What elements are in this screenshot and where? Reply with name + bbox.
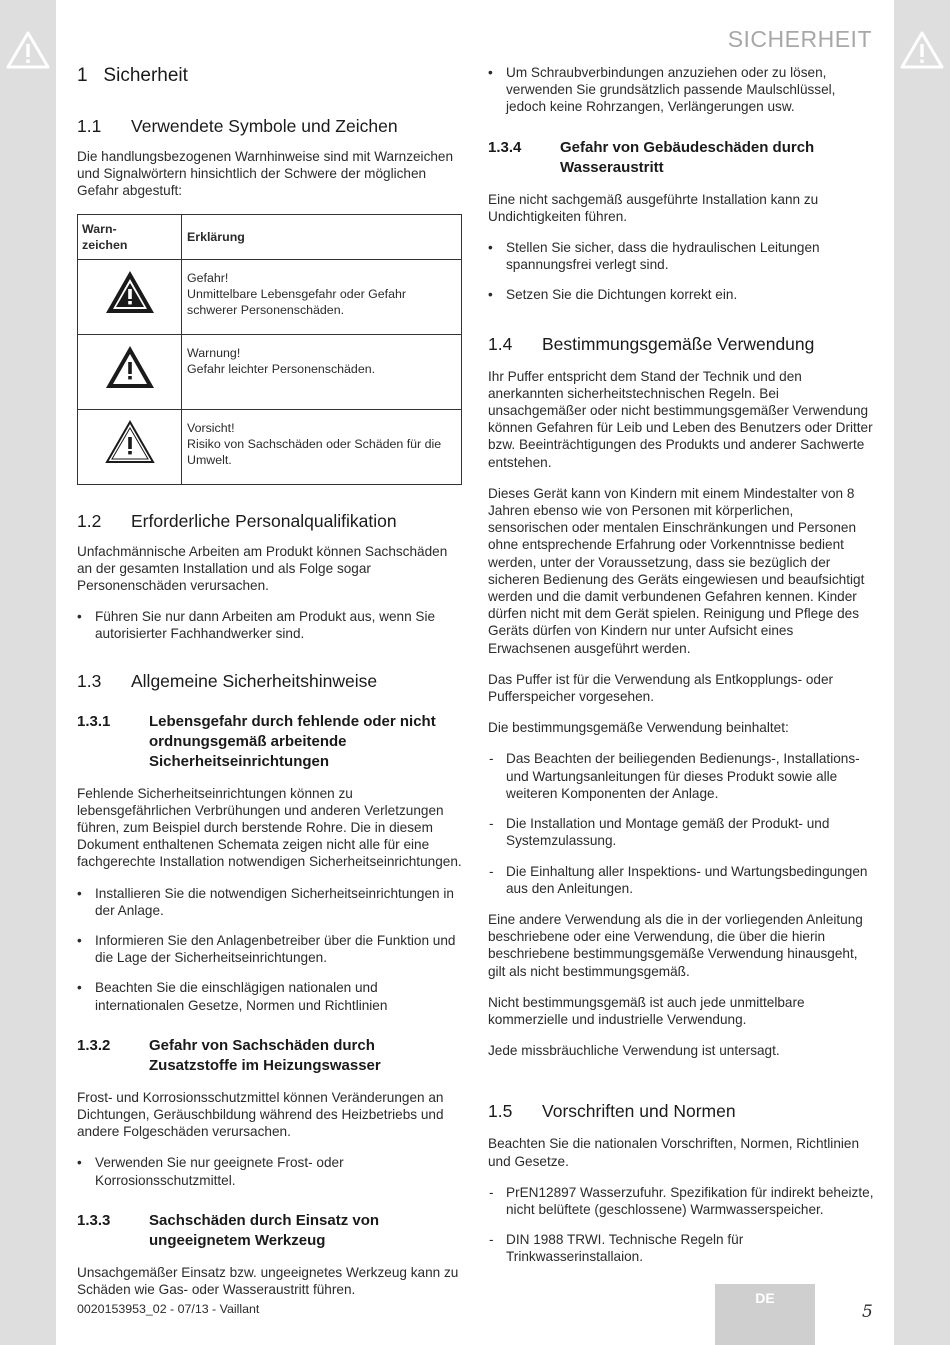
chapter-number: 1: [77, 65, 88, 86]
signal-explanation: Unmittelbare Lebensgefahr oder Gefahr schwerer Personenschäden.: [187, 286, 407, 317]
bullet-list: [77, 885, 463, 1014]
section-heading-1-3: [77, 671, 463, 692]
section-number: 1.4: [488, 333, 513, 354]
list-item: • Beachten Sie die einschlägigen nationalen und internationalen Gesetze, Normen und Richtlinien: [77, 979, 463, 1013]
section-heading-1-1: [77, 116, 463, 137]
subsection-number: 1.3.1: [77, 712, 111, 730]
paragraph: Frost- und Korrosionsschutzmittel können Veränderungen an Dichtungen, Geräuschbildung während des Heizbetriebs und andere Folgeschäden verursachen.: [77, 1089, 444, 1140]
paragraph: Eine andere Verwendung als die in der vorliegenden Anleitung beschriebene oder eine Verwendung, die über die hierin beschriebene bestimmungsgemäße Verwendung hinausgeht, gilt als nicht bestimmungsgemäß.: [488, 911, 863, 979]
subsection-title: Gefahr von Sachschäden durch Zusatzstoffe im Heizungswasser: [149, 1036, 381, 1074]
signal-word: Vorsicht!: [187, 420, 235, 435]
section-title: Verwendete Symbole und Zeichen: [131, 116, 398, 136]
paragraph: Unfachmännische Arbeiten am Produkt können Sachschäden an der gesamten Installation und als Folge sogar Personenschäden verursachen.: [77, 543, 448, 594]
paragraph: Ihr Puffer entspricht dem Stand der Technik und den anerkannten sicherheitstechnischen Regeln. Bei unsachgemäßer oder nicht bestimmungsgemäßer Verwendung können Gefahren für Leib und Leben des Benutzers oder Dritter bzw. Beeinträchtigungen des Produkts und anderer Sachwerte entstehen.: [488, 368, 873, 470]
table-row: [78, 334, 462, 409]
document-code: 0020153953_02 - 07/13 - Vaillant: [77, 1302, 260, 1316]
table-header-cell: Erklärung: [182, 214, 462, 259]
bullet-list: [488, 239, 874, 304]
signal-explanation: Gefahr leichter Personenschäden.: [187, 361, 376, 376]
list-item: - Die Installation und Montage gemäß der Produkt- und Systemzulassung.: [488, 815, 874, 849]
caution-triangle-icon: [104, 419, 156, 465]
table-row: [78, 409, 462, 484]
table-cell: [78, 334, 182, 409]
section-title: Erforderliche Personalqualifikation: [131, 510, 397, 531]
paragraph: Dieses Gerät kann von Kindern mit einem Mindestalter von 8 Jahren ebenso wie von Personen mit körperlichen, sensorischen oder mentalen Einschränkungen und Personen ohne entsprechende Erfahrung oder Vorkenntnisse bedient werden, unter der Voraussetzung, dass sie bezüglich der sicheren Bedienung des Geräts eingewiesen und beaufsichtigt werden und die damit verbundenen Gefahren kennen. Kinder dürfen nicht mit dem Gerät spielen. Reinigung und Pflege des Geräts dürfen von Kindern nur unter Aufsicht eines Erwachsenen ausgeführt werden.: [488, 485, 865, 656]
list-item: - DIN 1988 TRWI. Technische Regeln für Trinkwasserinstallaion.: [488, 1231, 874, 1265]
section-title: Bestimmungsgemäße Verwendung: [542, 333, 815, 354]
subsection-title: Lebensgefahr durch fehlende oder nicht ordnungsgemäß arbeitende Sicherheitseinrichtungen: [149, 712, 436, 770]
right-margin-bar: [894, 0, 950, 1345]
list-item: • Informieren Sie den Anlagenbetreiber über die Funktion und die Lage der Sicherheitseinrichtungen.: [77, 932, 463, 966]
list-item: - Die Einhaltung aller Inspektions- und Wartungsbedingungen aus den Anleitungen.: [488, 863, 874, 897]
left-column: [77, 62, 463, 1312]
subsection-number: 1.3.4: [488, 138, 522, 156]
table-cell: [182, 259, 462, 334]
signal-word: Warnung!: [187, 345, 241, 360]
section-header-title: SICHERHEIT: [727, 26, 872, 52]
list-item: • Installieren Sie die notwendigen Sicherheitseinrichtungen in der Anlage.: [77, 885, 463, 919]
paragraph: Die handlungsbezogenen Warnhinweise sind mit Warnzeichen und Signalwörtern hinsichtlich der Schwere der möglichen Gefahr abgestuft:: [77, 149, 454, 199]
chapter-title: Sicherheit: [103, 65, 188, 86]
table-cell: [78, 259, 182, 334]
section-heading-1-2: [77, 511, 463, 532]
bullet-list: [77, 1154, 463, 1188]
subsection-heading-1-3-4: [488, 138, 874, 178]
chapter-heading: [77, 65, 463, 87]
paragraph: Nicht bestimmungsgemäß ist auch jede unmittelbare kommerzielle und industrielle Verwendung.: [488, 994, 805, 1027]
dash-list: [488, 1184, 874, 1266]
table-cell: [182, 409, 462, 484]
paragraph: Fehlende Sicherheitseinrichtungen können zu lebensgefährlichen Verbrühungen und anderen Verletzungen führen, zum Beispiel durch berstende Rohre. Die in diesem Dokument enthaltenen Schemata zeigen nicht alle für eine fachgerechte Installation notwendigen Sicherheitseinrichtungen.: [77, 785, 462, 870]
section-number: 1.3: [77, 670, 102, 691]
list-item: • Verwenden Sie nur geeignete Frost- oder Korrosionsschutzmittel.: [77, 1154, 463, 1188]
subsection-title: Gefahr von Gebäudeschäden durch Wasseraustritt: [560, 138, 815, 176]
warning-triangle-icon: [5, 30, 51, 70]
subsection-heading-1-3-3: [77, 1211, 463, 1251]
list-item: - Das Beachten der beiliegenden Bedienungs-, Installations- und Wartungsanleitungen für dieses Produkt sowie alle weiteren Komponenten der Anlage.: [488, 750, 874, 802]
subsection-heading-1-3-2: [77, 1036, 463, 1076]
table-row: [78, 259, 462, 334]
paragraph: Das Puffer ist für die Verwendung als Entkopplungs- oder Pufferspeicher vorgesehen.: [488, 671, 834, 705]
symbol-table: [77, 214, 462, 485]
bullet-list: [77, 608, 463, 642]
list-item: • Setzen Sie die Dichtungen korrekt ein.: [488, 286, 874, 303]
paragraph: Beachten Sie die nationalen Vorschriften, Normen, Richtlinien und Gesetze.: [488, 1136, 860, 1169]
section-heading-1-4: [488, 334, 874, 355]
section-title: Allgemeine Sicherheitshinweise: [131, 670, 378, 691]
language-tab: DE: [715, 1284, 815, 1345]
warning-triangle-icon: [104, 344, 156, 390]
section-number: 1.2: [77, 510, 102, 531]
table-header-cell: Warn- zeichen: [78, 214, 182, 259]
subsection-heading-1-3-1: [77, 712, 463, 772]
right-column: [488, 64, 874, 1280]
paragraph: Unsachgemäßer Einsatz bzw. ungeeignetes Werkzeug kann zu Schäden wie Gas- oder Wasseraustritt führen.: [77, 1264, 459, 1298]
section-title: Vorschriften und Normen: [542, 1101, 736, 1122]
signal-word: Gefahr!: [187, 270, 229, 285]
paragraph: Eine nicht sachgemäß ausgeführte Installation kann zu Undichtigkeiten führen.: [488, 191, 819, 224]
subsection-title: Sachschäden durch Einsatz von ungeeignetem Werkzeug: [149, 1211, 380, 1249]
table-cell: [182, 334, 462, 409]
list-item: • Um Schraubverbindungen anzuziehen oder zu lösen, verwenden Sie grundsätzlich passende Maulschlüssel, jedoch keine Rohrzangen, Verlängerungen usw.: [488, 64, 874, 116]
section-number: 1.5: [488, 1101, 513, 1122]
bullet-list: [488, 64, 874, 116]
list-item: • Stellen Sie sicher, dass die hydraulischen Leitungen spannungsfrei verlegt sind.: [488, 239, 874, 273]
paragraph: Jede missbräuchliche Verwendung ist untersagt.: [488, 1043, 780, 1059]
subsection-number: 1.3.3: [77, 1211, 111, 1229]
signal-explanation: Risiko von Sachschäden oder Schäden für die Umwelt.: [187, 436, 442, 467]
list-item: - PrEN12897 Wasserzufuhr. Spezifikation für indirekt beheizte, nicht belüftete (geschlossene) Warmwasserspeicher.: [488, 1184, 874, 1218]
table-cell: [78, 409, 182, 484]
warning-triangle-icon: [899, 30, 945, 70]
table-header-row: [78, 214, 462, 259]
section-heading-1-5: [488, 1101, 874, 1122]
danger-triangle-icon: [104, 269, 156, 315]
section-number: 1.1: [77, 116, 102, 136]
list-item: • Führen Sie nur dann Arbeiten am Produkt aus, wenn Sie autorisierter Fachhandwerker sind.: [77, 608, 463, 642]
dash-list: [488, 750, 874, 896]
subsection-number: 1.3.2: [77, 1036, 111, 1054]
left-margin-bar: [0, 0, 56, 1345]
page-number: 5: [862, 1302, 873, 1322]
paragraph: Die bestimmungsgemäße Verwendung beinhaltet:: [488, 720, 789, 736]
